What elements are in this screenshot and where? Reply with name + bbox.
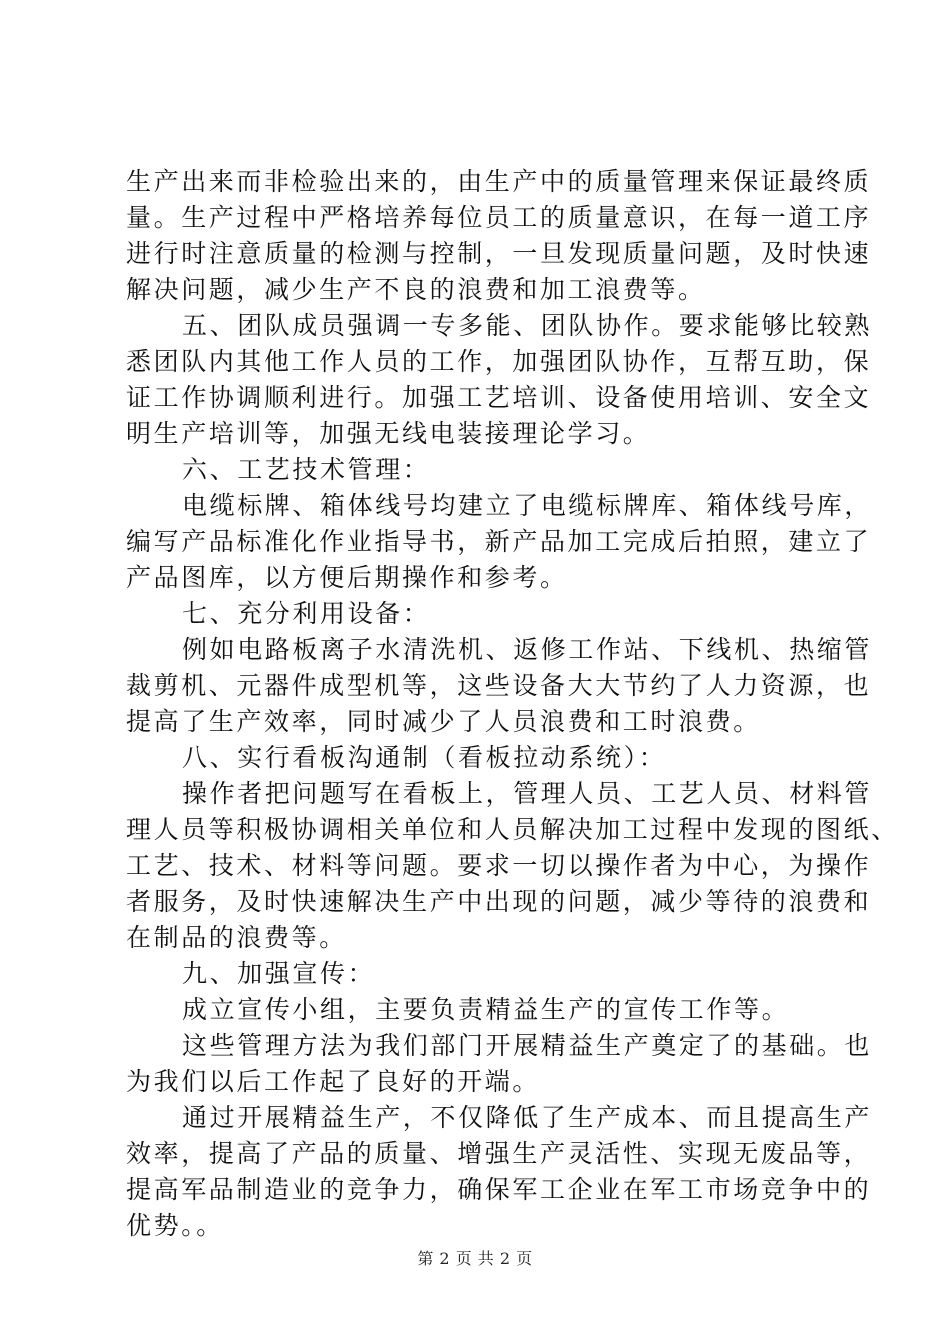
text-line: 为我们以后工作起了良好的开端。 [126,1067,541,1096]
text-line: 五、团队成员强调一专多能、团队协作。要求能够比较熟 [182,311,873,340]
page-number: 第 2 页 共 2 页 [417,1249,533,1268]
text-line: 进行时注意质量的检测与控制，一旦发现质量问题，及时快速 [126,239,872,268]
text-line: 者服务，及时快速解决生产中出现的问题，减少等待的浪费和 [126,887,872,916]
text-line: 提高了生产效率，同时减少了人员浪费和工时浪费。 [126,707,761,736]
text-line: 七、充分利用设备： [182,599,431,628]
text-line: 这些管理方法为我们部门开展精益生产奠定了的基础。也 [182,1031,873,1060]
text-line: 成立宣传小组，主要负责精益生产的宣传工作等。 [182,995,790,1024]
text-line: 六、工艺技术管理： [182,455,431,484]
text-line: 九、加强宣传： [182,959,376,988]
text-line: 在制品的浪费等。 [126,923,347,952]
text-line: 提高军品制造业的竞争力，确保军工企业在军工市场竞争中的 [126,1175,872,1204]
document-body [126,164,899,1244]
text-line: 八、实行看板沟通制（看板拉动系统）： [182,743,667,772]
text-line: 证工作协调顺利进行。加强工艺培训、设备使用培训、安全文 [126,383,872,412]
text-line: 生产出来而非检验出来的，由生产中的质量管理来保证最终质 [126,167,872,196]
text-line: 悉团队内其他工作人员的工作，加强团队协作，互帮互助，保 [126,347,872,376]
text-line: 裁剪机、元器件成型机等，这些设备大大节约了人力资源，也 [126,671,872,700]
page-footer [0,1246,950,1269]
text-line: 产品图库，以方便后期操作和参考。 [126,563,568,592]
text-line: 优势。。 [126,1211,224,1240]
text-line: 例如电路板离子水清洗机、返修工作站、下线机、热缩管 [182,635,873,664]
text-line: 解决问题，减少生产不良的浪费和加工浪费等。 [126,275,706,304]
text-line: 量。生产过程中严格培养每位员工的质量意识，在每一道工序 [126,203,872,232]
text-line: 编写产品标准化作业指导书，新产品加工完成后拍照，建立了 [126,527,872,556]
text-line: 效率，提高了产品的质量、增强生产灵活性、实现无废品等， [126,1139,872,1168]
text-line: 理人员等积极协调相关单位和人员解决加工过程中发现的图纸、 [126,815,899,844]
text-line: 电缆标牌、箱体线号均建立了电缆标牌库、箱体线号库， [182,491,873,520]
text-line: 操作者把问题写在看板上，管理人员、工艺人员、材料管 [182,779,873,808]
text-line: 工艺、技术、材料等问题。要求一切以操作者为中心，为操作 [126,851,872,880]
text-line: 通过开展精益生产，不仅降低了生产成本、而且提高生产 [182,1103,873,1132]
text-line: 明生产培训等，加强无线电装接理论学习。 [126,419,651,448]
